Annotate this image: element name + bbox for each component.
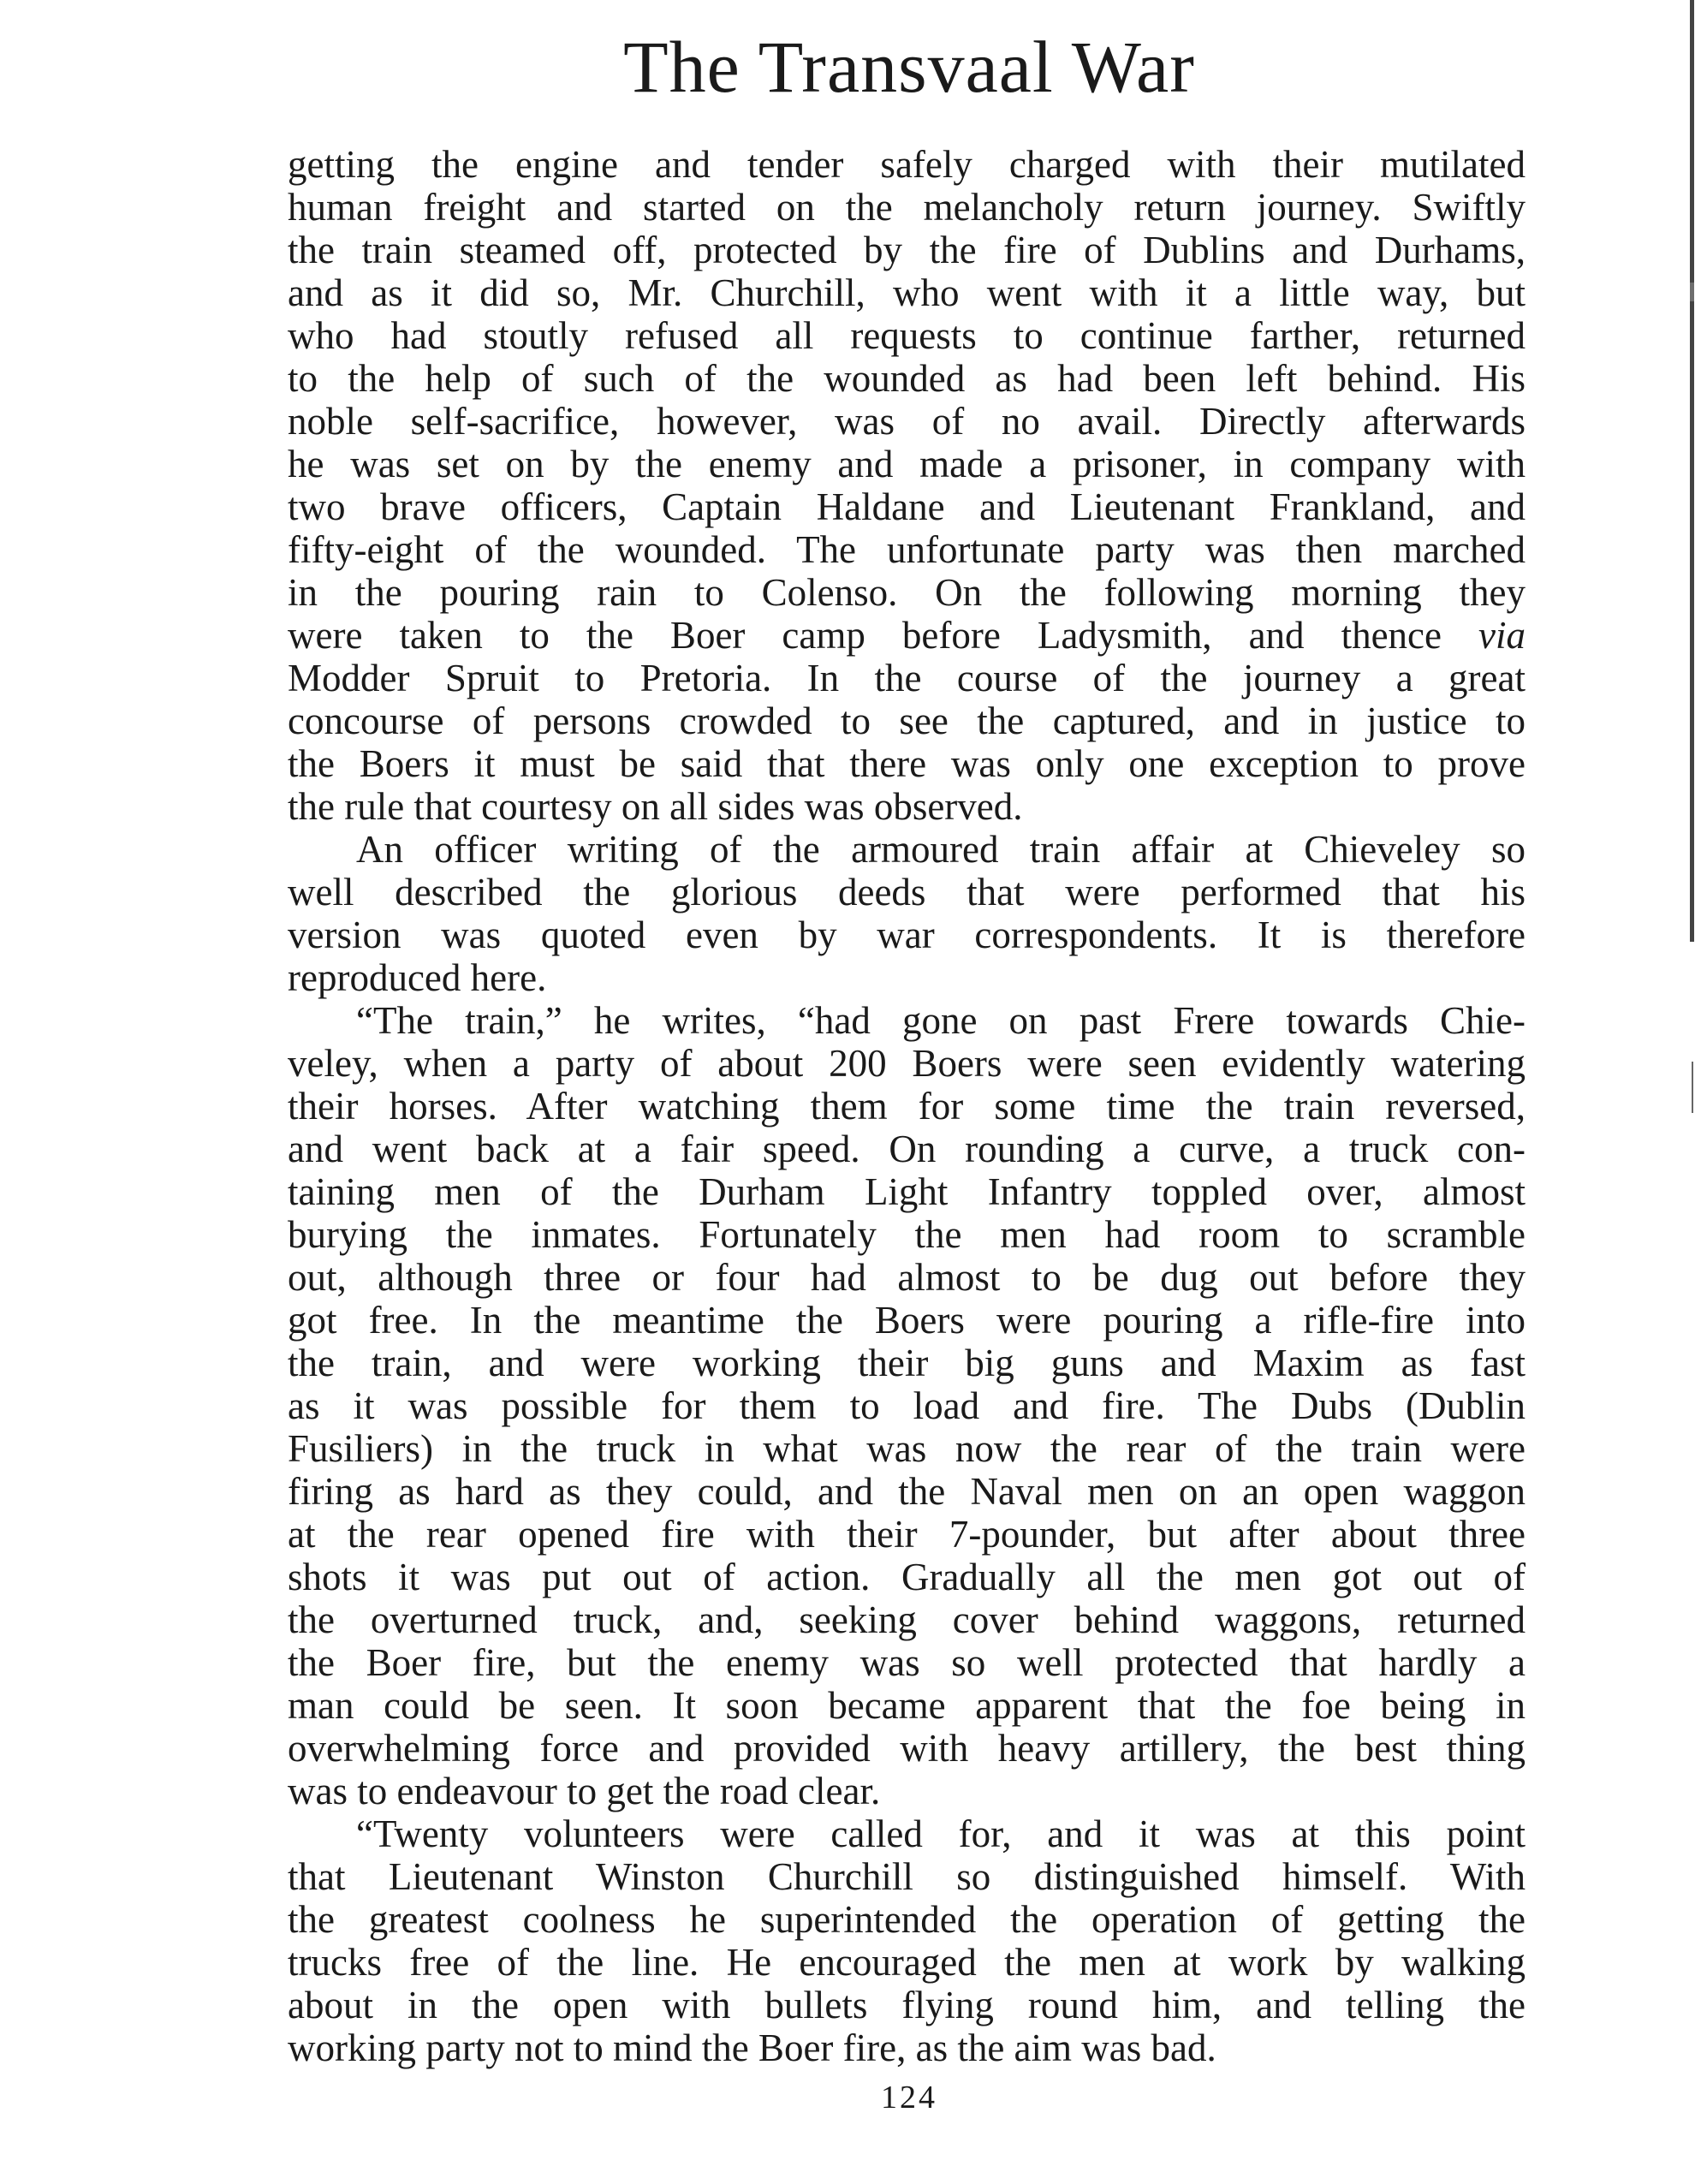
line-text: the train, and were working their big guns and Maxim as fast <box>288 1342 1526 1384</box>
text-line <box>288 271 1526 314</box>
text-line <box>288 1727 1526 1770</box>
line-text: and as it did so, Mr. Churchill, who went with it a little way, but <box>288 271 1526 314</box>
line-text: well described the glorious deeds that were performed that his <box>288 871 1526 913</box>
text-line <box>288 785 1526 828</box>
text-line <box>288 742 1526 785</box>
line-text: “The train,” he writes, “had gone on past Frere towards Chie- <box>356 999 1526 1042</box>
text-line <box>288 528 1526 571</box>
line-text: was to endeavour to get the road clear. <box>288 1770 881 1812</box>
line-text: man could be seen. It soon became apparent that the foe being in <box>288 1684 1526 1727</box>
line-text: fifty-eight of the wounded. The unfortunate party was then marched <box>288 528 1526 571</box>
line-text: who had stoutly refused all requests to continue farther, returned <box>288 314 1526 357</box>
text-line <box>288 357 1526 400</box>
text-line <box>288 1984 1526 2026</box>
text-line <box>288 1213 1526 1256</box>
text-line <box>288 400 1526 443</box>
line-text: the overturned truck, and, seeking cover behind waggons, returned <box>288 1598 1526 1641</box>
italic-word: via <box>1478 614 1526 657</box>
line-text: firing as hard as they could, and the Naval men on an open waggon <box>288 1470 1526 1513</box>
line-text: got free. In the meantime the Boers were pouring a rifle-fire into <box>288 1299 1526 1342</box>
line-text: reproduced here. <box>288 956 547 999</box>
text-line <box>288 699 1526 742</box>
line-text: were taken to the Boer camp before Ladysmith, and thence <box>288 614 1442 657</box>
text-line <box>288 1513 1526 1556</box>
line-text: in the pouring rain to Colenso. On the following morning they <box>288 571 1526 614</box>
text-line <box>288 443 1526 485</box>
line-text: “Twenty volunteers were called for, and it was at this point <box>356 1812 1526 1855</box>
text-line <box>288 143 1526 186</box>
text-line <box>288 229 1526 271</box>
line-text: to the help of such of the wounded as had been left behind. His <box>288 357 1526 400</box>
text-line <box>288 657 1526 699</box>
text-line <box>288 1684 1526 1727</box>
text-line <box>288 1941 1526 1984</box>
line-text: shots it was put out of action. Gradually all the men got out of <box>288 1556 1526 1598</box>
text-line <box>288 571 1526 614</box>
line-text: An officer writing of the armoured train affair at Chieveley so <box>356 828 1526 871</box>
line-text: the Boer fire, but the enemy was so well protected that hardly a <box>288 1641 1526 1684</box>
text-line <box>288 186 1526 229</box>
text-line <box>288 1812 1526 1855</box>
line-text: the train steamed off, protected by the fire of Dublins and Durhams, <box>288 229 1526 271</box>
text-line <box>288 1855 1526 1898</box>
text-line <box>288 1898 1526 1941</box>
text-line <box>288 485 1526 528</box>
text-line <box>288 1556 1526 1598</box>
line-text: the rule that courtesy on all sides was observed. <box>288 785 1023 828</box>
line-text: he was set on by the enemy and made a prisoner, in company with <box>288 443 1526 485</box>
text-line <box>288 1384 1526 1427</box>
text-line <box>288 614 1526 657</box>
text-line <box>288 1470 1526 1513</box>
page-title: The Transvaal War <box>623 26 1195 108</box>
text-line <box>288 999 1526 1042</box>
text-line <box>288 913 1526 956</box>
line-text: noble self-sacrifice, however, was of no avail. Directly afterwards <box>288 400 1526 443</box>
text-line <box>288 314 1526 357</box>
line-text: two brave officers, Captain Haldane and Lieutenant Frankland, and <box>288 485 1526 528</box>
line-text: Fusiliers) in the truck in what was now the rear of the train were <box>288 1427 1526 1470</box>
text-line <box>288 828 1526 871</box>
line-text: and went back at a fair speed. On rounding a curve, a truck con- <box>288 1128 1526 1170</box>
text-line <box>288 1299 1526 1342</box>
line-text: getting the engine and tender safely charged with their mutilated <box>288 143 1526 186</box>
line-text: the Boers it must be said that there was only one exception to prove <box>288 742 1526 785</box>
line-text: about in the open with bullets flying round him, and telling the <box>288 1984 1526 2026</box>
line-text: the greatest coolness he superintended the operation of getting the <box>288 1898 1526 1941</box>
text-line <box>288 871 1526 913</box>
text-line <box>288 1256 1526 1299</box>
text-line <box>288 1770 1526 1812</box>
line-text: their horses. After watching them for some time the train reversed, <box>288 1085 1526 1128</box>
text-line <box>288 1427 1526 1470</box>
line-text: human freight and started on the melancholy return journey. Swiftly <box>288 186 1526 229</box>
scan-edge-artifact <box>1692 1062 1693 1113</box>
line-text: as it was possible for them to load and fire. The Dubs (Dublin <box>288 1384 1526 1427</box>
text-line <box>288 1128 1526 1170</box>
line-text: out, although three or four had almost to be dug out before they <box>288 1256 1526 1299</box>
text-line <box>288 1342 1526 1384</box>
line-text: taining men of the Durham Light Infantry toppled over, almost <box>288 1170 1526 1213</box>
line-text: version was quoted even by war correspondents. It is therefore <box>288 913 1526 956</box>
text-line <box>288 1085 1526 1128</box>
text-line <box>288 1641 1526 1684</box>
line-text: Modder Spruit to Pretoria. In the course of the journey a great <box>288 657 1526 699</box>
text-line <box>288 1170 1526 1213</box>
line-text: that Lieutenant Winston Churchill so distinguished himself. With <box>288 1855 1526 1898</box>
line-text: trucks free of the line. He encouraged the men at work by walking <box>288 1941 1526 1984</box>
text-line <box>288 956 1526 999</box>
body-text <box>288 143 1526 2069</box>
page-number: 124 <box>881 2080 937 2116</box>
scan-edge-artifact <box>1690 0 1694 942</box>
line-text: at the rear opened fire with their 7-pounder, but after about three <box>288 1513 1526 1556</box>
text-line <box>288 2026 1526 2069</box>
line-text: working party not to mind the Boer fire, as the aim was bad. <box>288 2026 1216 2069</box>
line-text: concourse of persons crowded to see the captured, and in justice to <box>288 699 1526 742</box>
text-line <box>288 1042 1526 1085</box>
text-line <box>288 1598 1526 1641</box>
line-text: overwhelming force and provided with heavy artillery, the best thing <box>288 1727 1526 1770</box>
line-text: burying the inmates. Fortunately the men had room to scramble <box>288 1213 1526 1256</box>
line-text: veley, when a party of about 200 Boers were seen evidently watering <box>288 1042 1526 1085</box>
